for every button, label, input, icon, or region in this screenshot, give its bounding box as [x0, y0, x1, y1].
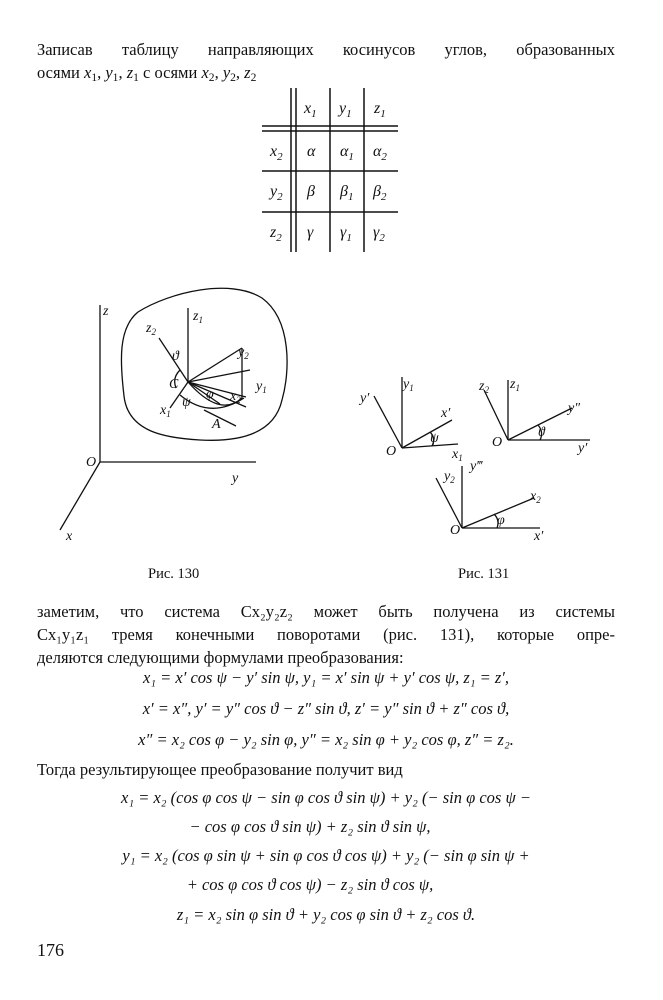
- cell-beta2: $\beta_2$: [373, 183, 387, 203]
- formula-3: x″ = x₂ cos φ − y₂ sin φ, y″ = x₂ sin φ + y₂ cos φ, z″ = z₂.: [138, 730, 514, 749]
- page-number: 176: [37, 940, 64, 960]
- fig131-ypp-label: y″: [568, 401, 581, 416]
- cell-gamma2: $\gamma_2$: [373, 224, 385, 244]
- cell-gamma: γ: [307, 224, 314, 241]
- col-header-z1: $z_1$: [374, 100, 386, 120]
- fig131-theta-label: ϑ: [538, 425, 545, 440]
- fig131-O3-label: O: [450, 523, 461, 538]
- col-header-y1: $y_1$: [339, 100, 352, 120]
- fig130-z-label: z: [103, 304, 109, 319]
- fig131-xp3-label: x′: [534, 529, 544, 544]
- result-line-5: z₁ = x₂ sin φ sin ϑ + y₂ cos φ sin ϑ + z₂ cos ϑ.: [176, 905, 476, 924]
- fig130-z1-label: $z_1$: [193, 309, 203, 325]
- figure-131-caption: Рис. 131: [458, 566, 510, 582]
- cell-gamma1: $\gamma_1$: [340, 224, 352, 244]
- result-line-3: y₁ = x₂ (cos φ sin ψ + sin φ cos ϑ cos ψ) + y₂ (− sin φ sin ψ +: [122, 846, 530, 865]
- cell-beta1: $\beta_1$: [340, 183, 354, 203]
- fig131-y1-label: $y_1$: [403, 377, 414, 393]
- fig131-yppp-label: y‴: [470, 459, 483, 474]
- fig130-theta-label: ϑ: [172, 349, 179, 364]
- fig130-z2-label: $z_2$: [146, 321, 156, 337]
- fig131-O1-label: O: [386, 444, 397, 459]
- col-header-x1: $x_1$: [304, 100, 317, 120]
- note-line-1: заметим, что система Cx₂y₂z₂ может быть получена из системы: [37, 602, 615, 621]
- result-line-2: − cos φ cos ϑ sin ψ) + z₂ sin ϑ sin ψ,: [189, 817, 431, 836]
- intro-line-1: Записав таблицу направляющих косинусов углов, образованных: [37, 40, 615, 59]
- cell-alpha: α: [307, 143, 316, 160]
- fig130-x2-label: $x_2$: [230, 389, 241, 405]
- row-header-z2: $z_2$: [270, 224, 282, 244]
- result-line-4: + cos φ cos ϑ cos ψ) − z₂ sin ϑ cos ψ,: [186, 875, 434, 894]
- fig130-y1-label: $y_1$: [256, 379, 267, 395]
- cell-alpha1: $\alpha_1$: [340, 143, 354, 163]
- fig130-x-label: x: [66, 529, 73, 544]
- then-sentence: Тогда результирующее преобразование получит вид: [37, 760, 403, 779]
- fig130-x1-label: $x_1$: [160, 403, 171, 419]
- cell-beta: β: [307, 183, 315, 200]
- row-header-x2: $x_2$: [270, 143, 283, 163]
- fig131-yp2-label: y′: [578, 441, 588, 456]
- row-header-y2: $y_2$: [270, 183, 283, 203]
- fig130-phi-label: φ: [206, 387, 214, 402]
- note-line-3: деляются следующими формулами преобразования:: [37, 648, 404, 667]
- fig131-z1-label: $z_1$: [510, 377, 520, 393]
- fig130-O-label: O: [86, 455, 97, 470]
- cell-alpha2: $\alpha_2$: [373, 143, 387, 163]
- intro-line-2: осями $x_1$, $y_1$, $z_1$ с осями $x_2$, $y_2$, $z_2$: [37, 63, 257, 84]
- fig131-y2-label: $y_2$: [444, 469, 455, 485]
- fig131-xp-label: x′: [441, 406, 451, 421]
- formula-2: x′ = x″, y′ = y″ cos ϑ − z″ sin ϑ, z′ = y″ sin ϑ + z″ cos ϑ,: [142, 699, 510, 718]
- formula-1: x₁ = x′ cos ψ − y′ sin ψ, y₁ = x′ sin ψ + y′ cos ψ, z₁ = z′,: [142, 668, 510, 687]
- figure-130-caption: Рис. 130: [148, 566, 200, 582]
- fig131-x2-label: $x_2$: [530, 489, 541, 505]
- fig131-x1-label: $x_1$: [452, 447, 463, 463]
- result-line-1: x₁ = x₂ (cos φ cos ψ − sin φ cos ϑ sin ψ) + y₂ (− sin φ cos ψ −: [121, 788, 531, 807]
- fig130-y2-label: $y_2$: [238, 345, 249, 361]
- fig131-z2-label: $z_2$: [479, 379, 489, 395]
- fig130-psi-label: ψ: [182, 395, 191, 410]
- fig131-phi-label: φ: [497, 513, 505, 528]
- fig131-O2-label: O: [492, 435, 503, 450]
- fig130-y-label: y: [232, 471, 239, 486]
- fig131-yp-label: y′: [360, 391, 370, 406]
- note-line-2: Cx₁y₁z₁ тремя конечными поворотами (рис. 131), которые опре-: [37, 625, 615, 644]
- fig131-psi-label: ψ: [430, 431, 439, 446]
- fig130-C-label: C: [169, 377, 179, 392]
- note-paragraph: [37, 600, 615, 669]
- fig130-A-label: A: [212, 417, 221, 432]
